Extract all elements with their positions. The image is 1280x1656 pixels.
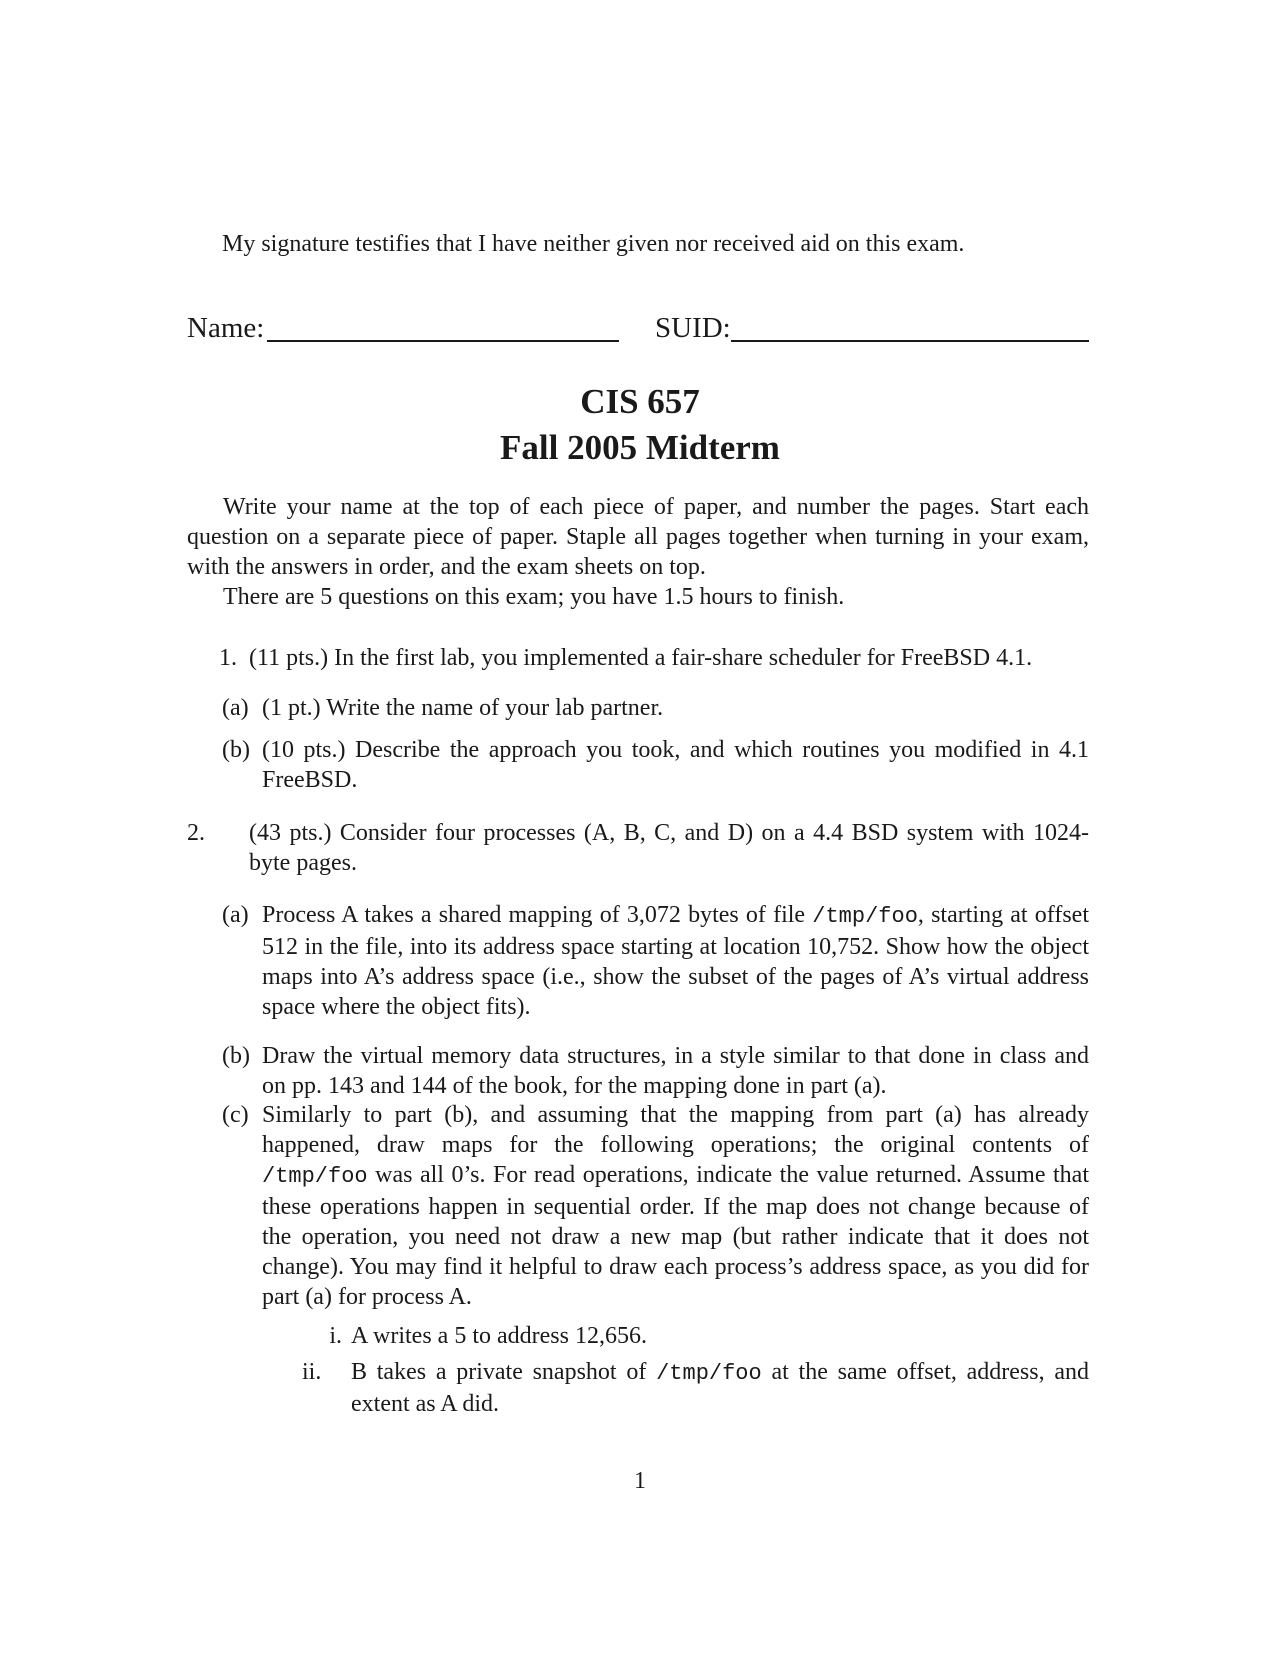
question-2b — [222, 1041, 1089, 1101]
suid-label: SUID: — [655, 312, 731, 344]
question-text: (43 pts.) Consider four processes (A, B, C, and D) on a 4.4 BSD system with 1024-byte pages. — [249, 820, 1089, 876]
question-text: (11 pts.) In the first lab, you implemented a fair-share scheduler for FreeBSD 4.1. — [249, 645, 1033, 671]
part-text: (1 pt.) Write the name of your lab partner. — [262, 695, 664, 721]
question-number: 2. — [187, 820, 205, 846]
part-text: Similarly to part (b), and assuming that the mapping from part (a) has already happened, draw maps for the following operations; the original contents of /tmp/foo was all 0’s. For read operations, indicate the value returned. Assume that these operations happen in sequential order. If the map does not change because of the operation, you need not draw a new map (but rather indicate that it does not change). You may find it helpful to draw each process’s address space, as you did for part (a) for process A. — [262, 1102, 1089, 1310]
question-2c-item-ii — [302, 1357, 1089, 1419]
part-text: Process A takes a shared mapping of 3,072 bytes of file /tmp/foo, starting at offset 512 in the file, into its address space starting at location 10,752. Show how the object maps into A’s address space (i.e., show the subset of the pages of A’s virtual address space where the object fits). — [262, 902, 1089, 1020]
part-label: (b) — [222, 1043, 250, 1069]
exam-title: Fall 2005 Midterm — [500, 428, 780, 467]
file-path: /tmp/foo — [262, 1164, 368, 1189]
item-text: A writes a 5 to address 12,656. — [351, 1323, 647, 1349]
name-blank-line — [267, 340, 619, 342]
suid-blank-line — [731, 340, 1089, 342]
item-label: ii. — [302, 1359, 322, 1385]
part-label: (b) — [222, 737, 250, 763]
question-2c — [222, 1100, 1089, 1312]
part-text: (10 pts.) Describe the approach you took, and which routines you modified in 4.1 FreeBSD. — [262, 737, 1089, 793]
instructions-paragraph: Write your name at the top of each piece of paper, and number the pages. Start each question on a separate piece of paper. Staple all pages together when turning in your exam, with the answers in order, and the exam sheets on top. — [187, 494, 1089, 580]
part-label: (a) — [222, 695, 249, 721]
question-1a — [222, 693, 1089, 723]
question-2c-item-i — [302, 1321, 1089, 1351]
part-label: (a) — [222, 902, 249, 928]
question-1 — [187, 643, 1089, 673]
file-path: /tmp/foo — [812, 904, 918, 929]
question-number: 1. — [219, 645, 237, 671]
file-path: /tmp/foo — [656, 1361, 762, 1386]
instructions — [187, 492, 1089, 612]
item-label: i. — [329, 1323, 342, 1349]
signature-statement: My signature testifies that I have neither given nor received aid on this exam. — [222, 231, 965, 257]
part-label: (c) — [222, 1102, 249, 1128]
question-2a — [222, 900, 1089, 1022]
question-2 — [187, 818, 1089, 878]
page-number: 1 — [634, 1468, 646, 1494]
course-title: CIS 657 — [580, 382, 700, 421]
part-text: Draw the virtual memory data structures, in a style similar to that done in class and on pp. 143 and 144 of the book, for the mapping done in part (a). — [262, 1043, 1089, 1099]
question-1b — [222, 735, 1089, 795]
name-label: Name: — [187, 312, 265, 344]
item-text: B takes a private snapshot of /tmp/foo at the same offset, address, and extent as A did. — [351, 1359, 1089, 1417]
instructions-time-note: There are 5 questions on this exam; you have 1.5 hours to finish. — [223, 584, 845, 610]
